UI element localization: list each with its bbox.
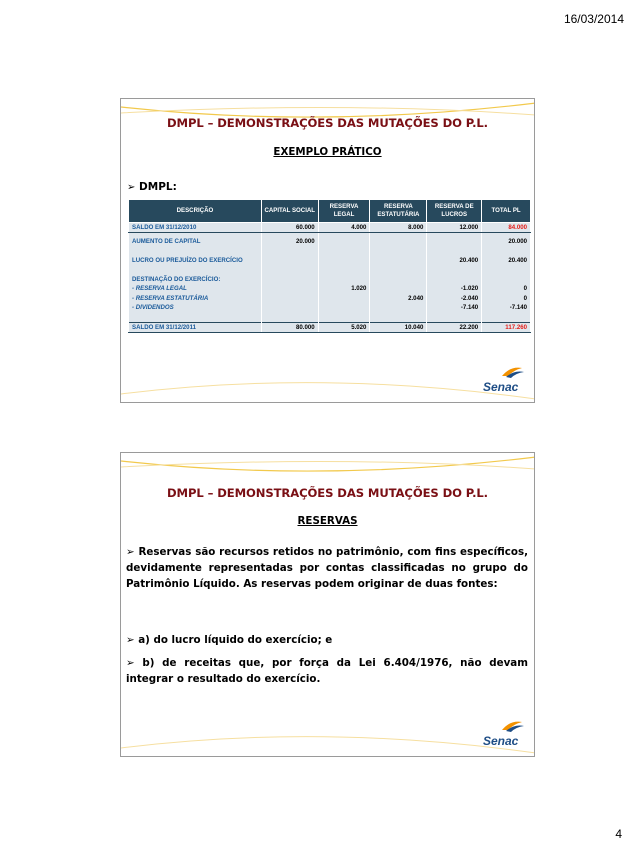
- table-spacer: [129, 247, 531, 256]
- col-total-pl: TOTAL PL: [482, 200, 531, 223]
- cell-total: 0: [482, 284, 531, 293]
- arrow-bullet-icon: ➢: [126, 546, 135, 558]
- arrow-bullet-icon: ➢: [127, 182, 136, 193]
- table-row: [129, 284, 531, 293]
- col-reserva-legal: RESERVA LEGAL: [318, 200, 370, 223]
- arrow-bullet-icon: ➢: [126, 634, 135, 646]
- table-row: [129, 323, 531, 333]
- table-spacer: [129, 266, 531, 275]
- table-row: [129, 223, 531, 233]
- paragraph-text: Reservas são recursos retidos no patrimônio, com fins específicos, devidamente representadas por contas classificadas no grupo do Patrimônio Líquido. As reservas podem originar de duas fontes:: [126, 546, 528, 590]
- slide-title: DMPL – DEMONSTRAÇÕES DAS MUTAÇÕES DO P.L.: [167, 486, 488, 500]
- row-desc: SALDO EM 31/12/2010: [129, 223, 262, 233]
- col-reserva-estatutaria: RESERVA ESTATUTÁRIA: [370, 200, 427, 223]
- table-row: [129, 256, 531, 265]
- row-desc: DESTINAÇÃO DO EXERCÍCIO:: [129, 275, 262, 284]
- item-b-text: b) de receitas que, por força da Lei 6.404/1976, não devam integrar o resultado do exercício.: [126, 657, 528, 685]
- table-spacer: [129, 313, 531, 323]
- row-desc: SALDO EM 31/12/2011: [129, 323, 262, 333]
- table-row: [129, 294, 531, 303]
- svg-text:Senac: Senac: [483, 380, 519, 394]
- print-date: 16/03/2014: [563, 12, 624, 26]
- page-number: 4: [615, 827, 622, 841]
- cell: -7.140: [427, 303, 482, 312]
- table-header-row: [129, 200, 531, 223]
- table-row: [129, 275, 531, 284]
- cell: 2.040: [370, 294, 427, 303]
- cell-total: 0: [482, 294, 531, 303]
- item-b: [126, 656, 528, 688]
- row-desc: LUCRO OU PREJUÍZO DO EXERCÍCIO: [129, 256, 262, 265]
- bullet-dmpl: [127, 181, 177, 193]
- table-row: [129, 237, 531, 246]
- cell: 8.000: [370, 223, 427, 233]
- cell-total: 20.400: [482, 256, 531, 265]
- bullet-label: DMPL:: [139, 181, 177, 193]
- arrow-bullet-icon: ➢: [126, 657, 135, 669]
- cell: 4.000: [318, 223, 370, 233]
- senac-logo-icon: [482, 364, 528, 394]
- item-a: [126, 633, 528, 649]
- slide-reservas: [120, 452, 535, 757]
- item-a-text: a) do lucro líquido do exercício; e: [138, 634, 333, 646]
- slide-subtitle: RESERVAS: [297, 515, 358, 527]
- cell: 1.020: [318, 284, 370, 293]
- cell: 22.200: [427, 323, 482, 333]
- cell-total: 117.260: [482, 323, 531, 333]
- cell: -1.020: [427, 284, 482, 293]
- row-desc: - DIVIDENDOS: [129, 303, 262, 312]
- slide-subtitle: EXEMPLO PRÁTICO: [273, 146, 382, 158]
- slide-title: DMPL – DEMONSTRAÇÕES DAS MUTAÇÕES DO P.L.: [167, 116, 488, 130]
- table-row: [129, 303, 531, 312]
- col-descricao: DESCRIÇÃO: [129, 200, 262, 223]
- cell: 20.000: [261, 237, 318, 246]
- cell: 80.000: [261, 323, 318, 333]
- cell: 5.020: [318, 323, 370, 333]
- cell: 60.000: [261, 223, 318, 233]
- svg-text:Senac: Senac: [483, 734, 519, 748]
- col-capital-social: CAPITAL SOCIAL: [261, 200, 318, 223]
- row-desc: - RESERVA ESTATUTÁRIA: [129, 294, 262, 303]
- row-desc: AUMENTO DE CAPITAL: [129, 237, 262, 246]
- row-desc: - RESERVA LEGAL: [129, 284, 262, 293]
- cell: -2.040: [427, 294, 482, 303]
- cell: 12.000: [427, 223, 482, 233]
- cell-total: -7.140: [482, 303, 531, 312]
- slide-dmpl-exemplo: [120, 98, 535, 403]
- senac-logo-icon: [482, 718, 528, 748]
- reservas-paragraph: [126, 545, 528, 592]
- col-reserva-lucros: RESERVA DE LUCROS: [427, 200, 482, 223]
- cell-total: 84.000: [482, 223, 531, 233]
- cell: 10.040: [370, 323, 427, 333]
- cell-total: 20.000: [482, 237, 531, 246]
- dmpl-table: [128, 199, 531, 333]
- cell: 20.400: [427, 256, 482, 265]
